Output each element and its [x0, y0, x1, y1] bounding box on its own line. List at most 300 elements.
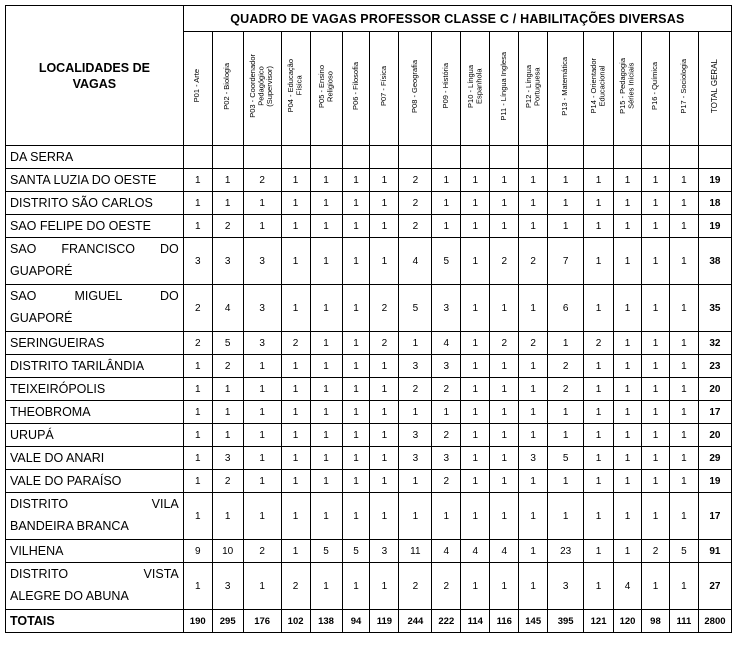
column-header-total	[698, 32, 731, 146]
column-total: 222	[432, 610, 461, 633]
vacancy-count	[183, 146, 212, 169]
vacancy-count: 1	[310, 355, 342, 378]
column-header-label: P03 - Coordenador Pedagógico (Supervisor)	[248, 54, 275, 118]
location-name-line: THEOBROMA	[10, 405, 91, 419]
vacancy-count: 9	[183, 540, 212, 563]
vacancy-count	[548, 146, 584, 169]
vacancy-count: 1	[342, 215, 370, 238]
vacancy-count: 1	[669, 424, 698, 447]
grand-total: 2800	[698, 610, 731, 633]
column-header	[461, 32, 490, 146]
vacancy-count: 1	[584, 493, 614, 540]
locations-header	[6, 6, 184, 146]
vacancy-count: 1	[281, 192, 310, 215]
table-row	[6, 563, 732, 610]
location-name-line: VALE DO ANARI	[10, 451, 105, 465]
vacancy-count: 2	[432, 378, 461, 401]
vacancy-count: 1	[370, 238, 399, 285]
column-header-label: P11 - Língua Inglesa	[498, 51, 508, 121]
vacancy-count: 6	[548, 285, 584, 332]
vacancy-count: 1	[461, 493, 490, 540]
table-row	[6, 146, 732, 169]
location-name	[6, 424, 184, 447]
vacancy-count: 1	[281, 540, 310, 563]
vacancy-count: 1	[310, 169, 342, 192]
vacancy-count: 5	[548, 447, 584, 470]
vacancy-count: 2	[399, 378, 432, 401]
vacancy-count: 1	[370, 192, 399, 215]
vacancy-table	[5, 5, 732, 633]
vacancy-count: 1	[519, 169, 548, 192]
vacancy-count: 1	[243, 424, 281, 447]
vacancy-count: 1	[642, 192, 670, 215]
vacancy-count: 1	[461, 470, 490, 493]
vacancy-count: 1	[461, 424, 490, 447]
vacancy-count: 1	[642, 215, 670, 238]
column-header-label: P09 - História	[441, 63, 451, 109]
column-total: 244	[399, 610, 432, 633]
location-name	[6, 238, 184, 285]
vacancy-count: 1	[342, 401, 370, 424]
vacancy-count: 1	[183, 493, 212, 540]
vacancy-count: 1	[461, 332, 490, 355]
vacancy-count: 3	[243, 238, 281, 285]
vacancy-count: 1	[642, 447, 670, 470]
vacancy-count: 1	[461, 285, 490, 332]
vacancy-count: 1	[461, 355, 490, 378]
vacancy-count: 1	[342, 285, 370, 332]
vacancy-count: 1	[669, 563, 698, 610]
column-header	[310, 32, 342, 146]
vacancy-count: 1	[614, 447, 642, 470]
table-row	[6, 447, 732, 470]
vacancy-count: 2	[212, 215, 243, 238]
column-header-label: P13 - Matemática	[560, 56, 570, 116]
vacancy-count: 1	[212, 493, 243, 540]
vacancy-count: 1	[584, 169, 614, 192]
row-total: 17	[698, 493, 731, 540]
column-header-label: P16 - Química	[650, 62, 660, 110]
vacancy-count: 1	[243, 355, 281, 378]
vacancy-count: 2	[432, 563, 461, 610]
vacancy-count: 1	[669, 355, 698, 378]
vacancy-count: 1	[519, 285, 548, 332]
row-total: 23	[698, 355, 731, 378]
vacancy-count: 2	[399, 169, 432, 192]
vacancy-count: 1	[432, 215, 461, 238]
location-name-line: DISTRITO VISTA	[10, 567, 179, 581]
location-name	[6, 470, 184, 493]
vacancy-count: 1	[183, 192, 212, 215]
row-total: 38	[698, 238, 731, 285]
row-total: 20	[698, 424, 731, 447]
vacancy-count: 2	[370, 332, 399, 355]
vacancy-count: 1	[370, 470, 399, 493]
vacancy-count: 1	[669, 238, 698, 285]
vacancy-count: 5	[669, 540, 698, 563]
vacancy-count: 1	[669, 169, 698, 192]
row-total: 20	[698, 378, 731, 401]
vacancy-count: 1	[183, 378, 212, 401]
vacancy-count: 2	[642, 540, 670, 563]
vacancy-count: 1	[342, 424, 370, 447]
column-header-label: P01 - Arte	[192, 69, 202, 103]
vacancy-count: 1	[342, 355, 370, 378]
column-header-label: TOTAL GERAL	[709, 58, 719, 114]
vacancy-count: 4	[432, 332, 461, 355]
column-header	[669, 32, 698, 146]
location-name	[6, 401, 184, 424]
vacancy-count: 2	[183, 285, 212, 332]
location-name-line: DA SERRA	[10, 150, 74, 164]
column-header-label: P02 - Biologia	[222, 62, 232, 110]
vacancy-count	[281, 146, 310, 169]
vacancy-count: 1	[548, 401, 584, 424]
vacancy-count: 1	[669, 378, 698, 401]
column-header	[642, 32, 670, 146]
table-body	[6, 146, 732, 633]
column-total: 120	[614, 610, 642, 633]
vacancy-count: 1	[584, 424, 614, 447]
vacancy-count: 1	[432, 169, 461, 192]
vacancy-count: 1	[370, 424, 399, 447]
location-name-line: GUAPORÉ	[10, 311, 73, 325]
vacancy-count: 2	[399, 215, 432, 238]
vacancy-count: 1	[669, 332, 698, 355]
vacancy-count: 1	[614, 192, 642, 215]
vacancy-count: 3	[243, 332, 281, 355]
vacancy-count: 1	[310, 447, 342, 470]
row-total: 29	[698, 447, 731, 470]
vacancy-table-container	[5, 5, 732, 633]
vacancy-count: 1	[243, 378, 281, 401]
column-header-label: P04 - Educação Física	[286, 59, 304, 113]
vacancy-count: 1	[281, 447, 310, 470]
row-total: 19	[698, 470, 731, 493]
vacancy-count: 1	[342, 470, 370, 493]
vacancy-count: 23	[548, 540, 584, 563]
row-total: 19	[698, 215, 731, 238]
location-name	[6, 215, 184, 238]
vacancy-count	[310, 146, 342, 169]
vacancy-count: 4	[432, 540, 461, 563]
vacancy-count: 1	[310, 238, 342, 285]
vacancy-count: 1	[342, 192, 370, 215]
vacancy-count: 1	[370, 355, 399, 378]
vacancy-count: 2	[212, 355, 243, 378]
vacancy-count: 1	[461, 378, 490, 401]
vacancy-count: 1	[243, 493, 281, 540]
vacancy-count: 1	[642, 563, 670, 610]
vacancy-count: 1	[461, 401, 490, 424]
column-header	[212, 32, 243, 146]
table-row	[6, 493, 732, 540]
column-total: 395	[548, 610, 584, 633]
vacancy-count: 1	[281, 215, 310, 238]
location-name	[6, 540, 184, 563]
vacancy-count: 1	[183, 215, 212, 238]
location-name-line: DISTRITO VILA	[10, 497, 179, 511]
vacancy-count: 1	[461, 192, 490, 215]
vacancy-count: 1	[243, 192, 281, 215]
vacancy-count: 1	[584, 285, 614, 332]
column-header-label: P15 - Pedagogia Séries Iniciais	[618, 58, 636, 114]
vacancy-count: 1	[370, 493, 399, 540]
location-name-line: VALE DO PARAÍSO	[10, 474, 122, 488]
vacancy-count: 1	[642, 332, 670, 355]
vacancy-count	[243, 146, 281, 169]
vacancy-count: 1	[614, 332, 642, 355]
vacancy-count: 1	[614, 238, 642, 285]
locations-header-line: VAGAS	[72, 76, 117, 91]
table-row	[6, 424, 732, 447]
location-name-line: BANDEIRA BRANCA	[10, 519, 129, 533]
vacancy-count	[490, 146, 519, 169]
table-row	[6, 378, 732, 401]
vacancy-count: 2	[432, 470, 461, 493]
vacancy-count: 2	[370, 285, 399, 332]
vacancy-count: 1	[519, 424, 548, 447]
vacancy-count: 1	[310, 401, 342, 424]
vacancy-count: 1	[183, 401, 212, 424]
vacancy-count: 1	[370, 447, 399, 470]
column-header	[432, 32, 461, 146]
vacancy-count: 1	[669, 447, 698, 470]
vacancy-count: 1	[614, 401, 642, 424]
vacancy-count: 1	[183, 355, 212, 378]
vacancy-count: 1	[584, 355, 614, 378]
column-total: 94	[342, 610, 370, 633]
vacancy-count: 1	[584, 401, 614, 424]
column-total: 190	[183, 610, 212, 633]
vacancy-count: 1	[490, 401, 519, 424]
column-total: 102	[281, 610, 310, 633]
location-name	[6, 378, 184, 401]
column-total: 176	[243, 610, 281, 633]
column-header	[519, 32, 548, 146]
vacancy-count: 1	[310, 332, 342, 355]
location-name	[6, 563, 184, 610]
location-name-line: SERINGUEIRAS	[10, 336, 105, 350]
vacancy-count: 1	[548, 470, 584, 493]
vacancy-count: 1	[519, 215, 548, 238]
location-name-line: GUAPORÉ	[10, 264, 73, 278]
vacancy-count: 1	[432, 192, 461, 215]
location-name	[6, 169, 184, 192]
vacancy-count: 4	[614, 563, 642, 610]
location-name	[6, 493, 184, 540]
column-header-label: P05 - Ensino Religioso	[316, 64, 335, 108]
vacancy-count: 1	[548, 493, 584, 540]
vacancy-count	[342, 146, 370, 169]
vacancy-count: 1	[281, 470, 310, 493]
location-name-line: SANTA LUZIA DO OESTE	[10, 173, 157, 187]
vacancy-count: 1	[399, 401, 432, 424]
column-header-label: P12 - Língua Portuguesa	[523, 64, 542, 108]
vacancy-count: 1	[399, 332, 432, 355]
vacancy-count: 3	[370, 540, 399, 563]
vacancy-count: 1	[370, 401, 399, 424]
vacancy-count: 4	[490, 540, 519, 563]
vacancy-count: 1	[642, 401, 670, 424]
vacancy-count: 1	[342, 447, 370, 470]
vacancy-count: 5	[342, 540, 370, 563]
vacancy-count: 1	[243, 447, 281, 470]
row-total: 35	[698, 285, 731, 332]
location-name	[6, 192, 184, 215]
column-total: 111	[669, 610, 698, 633]
table-row	[6, 355, 732, 378]
location-name	[6, 355, 184, 378]
vacancy-count: 4	[399, 238, 432, 285]
row-total	[698, 146, 731, 169]
vacancy-count: 1	[183, 447, 212, 470]
vacancy-count: 1	[614, 424, 642, 447]
vacancy-count: 1	[642, 493, 670, 540]
vacancy-count: 1	[310, 378, 342, 401]
vacancy-count: 3	[243, 285, 281, 332]
column-header	[614, 32, 642, 146]
vacancy-count: 1	[310, 563, 342, 610]
vacancy-count: 1	[281, 238, 310, 285]
vacancy-count: 5	[310, 540, 342, 563]
vacancy-count: 1	[243, 401, 281, 424]
vacancy-count: 1	[281, 401, 310, 424]
vacancy-count	[370, 146, 399, 169]
vacancy-count: 5	[212, 332, 243, 355]
vacancy-count: 1	[490, 285, 519, 332]
vacancy-count: 1	[548, 169, 584, 192]
vacancy-count: 1	[461, 563, 490, 610]
vacancy-count: 1	[519, 493, 548, 540]
vacancy-count: 1	[461, 169, 490, 192]
location-name	[6, 447, 184, 470]
column-total: 145	[519, 610, 548, 633]
vacancy-count: 2	[490, 238, 519, 285]
vacancy-count: 3	[212, 238, 243, 285]
column-total: 121	[584, 610, 614, 633]
locations-header-line: LOCALIDADES DE	[38, 60, 150, 75]
vacancy-count: 4	[212, 285, 243, 332]
vacancy-count	[519, 146, 548, 169]
vacancy-count: 1	[584, 192, 614, 215]
vacancy-count: 1	[614, 215, 642, 238]
vacancy-count: 1	[614, 493, 642, 540]
vacancy-count: 1	[342, 332, 370, 355]
vacancy-count: 2	[490, 332, 519, 355]
vacancy-count: 1	[461, 215, 490, 238]
vacancy-count: 1	[461, 238, 490, 285]
vacancy-count: 3	[183, 238, 212, 285]
column-header-label: P17 - Sociologia	[678, 58, 688, 114]
vacancy-count: 2	[243, 169, 281, 192]
vacancy-count: 3	[212, 563, 243, 610]
vacancy-count: 1	[584, 238, 614, 285]
vacancy-count: 1	[370, 563, 399, 610]
vacancy-count: 1	[519, 540, 548, 563]
location-name	[6, 332, 184, 355]
vacancy-count: 1	[461, 447, 490, 470]
vacancy-count: 1	[342, 563, 370, 610]
vacancy-count: 1	[490, 493, 519, 540]
totals-row	[6, 610, 732, 633]
column-total: 98	[642, 610, 670, 633]
table-row	[6, 238, 732, 285]
vacancy-count: 1	[281, 378, 310, 401]
vacancy-count: 1	[310, 192, 342, 215]
vacancy-count: 1	[614, 470, 642, 493]
vacancy-count	[212, 146, 243, 169]
vacancy-count: 3	[519, 447, 548, 470]
vacancy-count	[584, 146, 614, 169]
vacancy-count: 1	[212, 169, 243, 192]
vacancy-count: 1	[432, 401, 461, 424]
table-row	[6, 401, 732, 424]
vacancy-count: 1	[243, 563, 281, 610]
vacancy-count: 1	[281, 169, 310, 192]
vacancy-count: 5	[432, 238, 461, 285]
column-total: 119	[370, 610, 399, 633]
vacancy-count: 1	[490, 169, 519, 192]
location-name-line: SAO FELIPE DO OESTE	[10, 219, 152, 233]
vacancy-count	[669, 146, 698, 169]
vacancy-count: 2	[399, 192, 432, 215]
vacancy-count	[461, 146, 490, 169]
table-title: QUADRO DE VAGAS PROFESSOR CLASSE C / HABILITAÇÕES DIVERSAS	[183, 6, 731, 32]
vacancy-count: 1	[642, 355, 670, 378]
vacancy-count: 1	[432, 493, 461, 540]
row-total: 32	[698, 332, 731, 355]
vacancy-count: 1	[243, 470, 281, 493]
vacancy-count: 1	[642, 378, 670, 401]
vacancy-count: 2	[584, 332, 614, 355]
vacancy-count: 10	[212, 540, 243, 563]
row-total: 91	[698, 540, 731, 563]
vacancy-count: 1	[642, 169, 670, 192]
vacancy-count	[614, 146, 642, 169]
vacancy-count: 1	[183, 563, 212, 610]
column-header	[490, 32, 519, 146]
vacancy-count: 1	[212, 192, 243, 215]
vacancy-count: 1	[584, 215, 614, 238]
vacancy-count: 2	[432, 424, 461, 447]
column-header-label: P14 - Orientador Educacional	[589, 58, 607, 114]
location-name-line: SAO MIGUEL DO	[10, 289, 179, 303]
vacancy-count: 1	[669, 285, 698, 332]
vacancy-count: 1	[642, 238, 670, 285]
column-header	[342, 32, 370, 146]
row-total: 17	[698, 401, 731, 424]
column-header-label: P10 - Língua Espanhola	[465, 64, 484, 108]
vacancy-count: 1	[614, 540, 642, 563]
vacancy-count: 1	[281, 424, 310, 447]
vacancy-count: 1	[669, 401, 698, 424]
vacancy-count: 11	[399, 540, 432, 563]
column-header	[281, 32, 310, 146]
vacancy-count: 1	[212, 424, 243, 447]
column-header-label: P08 - Geografia	[410, 59, 420, 113]
vacancy-count: 3	[432, 355, 461, 378]
vacancy-count: 2	[243, 540, 281, 563]
vacancy-count: 1	[490, 424, 519, 447]
vacancy-count: 1	[281, 285, 310, 332]
column-header	[370, 32, 399, 146]
vacancy-count: 1	[490, 378, 519, 401]
vacancy-count: 1	[342, 169, 370, 192]
column-total: 114	[461, 610, 490, 633]
vacancy-count: 1	[490, 470, 519, 493]
vacancy-count: 2	[281, 332, 310, 355]
